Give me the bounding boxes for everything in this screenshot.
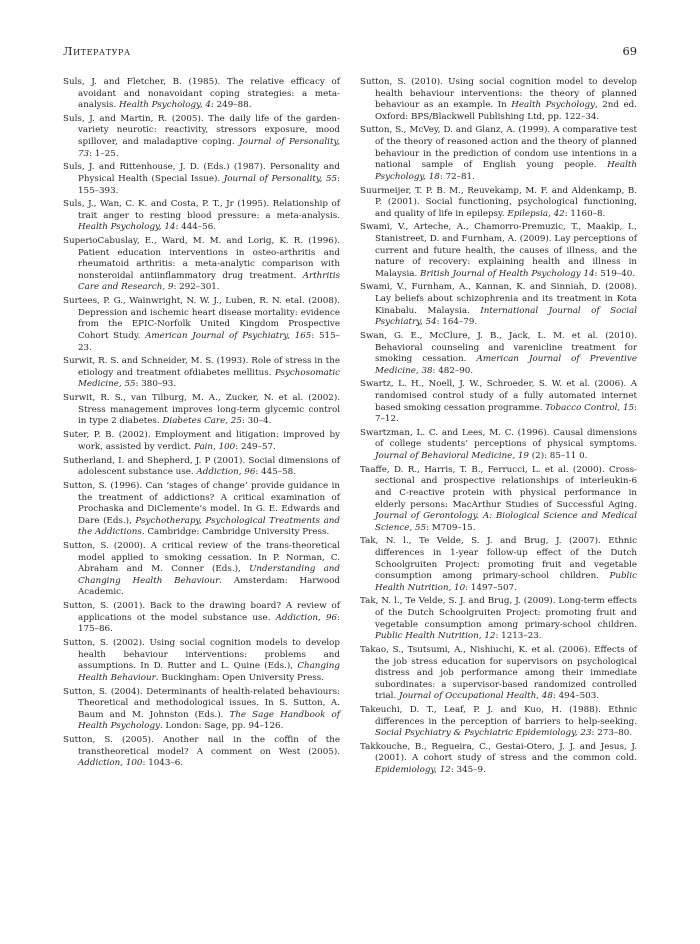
- reference-text: Suls, J. and Martin, R. (2005). The daily life of the garden-variety neurotic: reactivity, stressors exposure, mood spillover, and maladaptive coping.: [63, 113, 340, 148]
- reference-source: Journal of Personality, 73: [78, 137, 340, 159]
- reference-pages: : 1–25.: [89, 148, 119, 159]
- reference-pages: . Amsterdam: Harwood Academic.: [78, 575, 340, 598]
- reference-source: Journal of Occupational Health, 48: [399, 691, 553, 702]
- reference-text: Suls, J., Wan, C. K. and Costa, P. T., Jr (1995). Relationship of trait anger to resting blood pressure: a meta-analysis.: [63, 199, 340, 221]
- reference-pages: : 345–9.: [450, 765, 486, 776]
- reference-entry: [360, 536, 637, 594]
- reference-entry: [360, 222, 637, 280]
- reference-text: Takkouche, B., Regueira, C., Gestai-Otero, J. J. and Jesus, J. (2001). A cohort study of stress and the common cold.: [360, 741, 637, 764]
- reference-entry: [63, 393, 340, 428]
- reference-text: Swartz, L. H., Noell, J. W., Schroeder, S. W. et al. (2006). A randomised control study of a fully automated internet based smoking cessation programme.: [360, 379, 637, 413]
- reference-entry: [63, 541, 340, 599]
- reference-source: Understanding and Changing Health Behaviour: [78, 564, 340, 586]
- reference-pages: : 445–58.: [255, 467, 296, 478]
- reference-entry: [360, 645, 637, 703]
- reference-text: Suter, P. B. (2002). Employment and litigation: improved by work, assisted by verdict.: [63, 430, 340, 452]
- reference-source: International Journal of Social Psychiatry, 54: [375, 305, 637, 328]
- reference-pages: . London: Sage, pp. 94–126.: [159, 721, 284, 732]
- reference-source: Health Psychology, 14: [78, 222, 176, 233]
- reference-pages: : 72–81.: [439, 171, 475, 182]
- reference-source: American Journal of Preventive Medicine, 38: [375, 354, 637, 376]
- reference-text: Tak, N. l., Te Velde, S. J. and Brug, J. (2009). Long-term effects of the Dutch Schoolgruiten Project: promoting fruit and vegetable consumption among primary-school children.: [360, 596, 637, 630]
- reference-entry: [360, 186, 637, 221]
- reference-entry: [63, 430, 340, 453]
- reference-entry: [360, 742, 637, 777]
- reference-pages: : 292–301.: [173, 282, 220, 293]
- reference-text: Sutton, S., McVey, D. and Glanz, A. (1999). A comparative test of the theory of reasoned action and the theory of planned behaviour in the prediction of condom use intentions in a national sample of English young people.: [360, 125, 637, 171]
- reference-pages: , 2nd ed. Oxford: BPS/Blackwell Publishing Ltd, pp. 122–34.: [375, 100, 637, 122]
- reference-pages: : 494–503.: [552, 691, 600, 702]
- reference-source: Addiction, 96: [275, 612, 338, 623]
- reference-entry: [360, 125, 637, 183]
- reference-pages: : 273–80.: [591, 728, 633, 739]
- reference-text: Surwit, R. S. and Schneider, M. S. (1993). Role of stress in the etiology and treatment ofdiabetes mellitus.: [63, 356, 340, 378]
- reference-pages: : 30–4.: [241, 416, 272, 427]
- reference-text: Surwit, R. S., van Tilburg, M. A., Zucker, N. et al. (2002). Stress management improves long-term glycemic control in type 2 diabetes.: [63, 393, 340, 427]
- reference-pages: : 164–79.: [436, 317, 478, 328]
- reference-text: Suls, J. and Rittenhouse, J. D. (Eds.) (1987). Personality and Physical Health (Special Issue).: [63, 162, 340, 184]
- reference-entry: [360, 77, 637, 123]
- reference-entry: [63, 114, 340, 160]
- reference-entry: [63, 735, 340, 770]
- reference-source: Epilepsia, 42: [507, 208, 565, 219]
- reference-pages: : 249–88.: [210, 100, 252, 111]
- reference-source: Diabetes Care, 25: [162, 416, 242, 427]
- section-title: Литература: [63, 44, 131, 58]
- reference-pages: : 249–57.: [235, 441, 276, 452]
- reference-entry: [360, 705, 637, 740]
- reference-text: Sutton, S. (2002). Using social cognition models to develop health behaviour interventions: problems and assumptions. In D. Rutter and L. Quine (Eds.),: [63, 638, 340, 672]
- reference-text: Takao, S., Tsutsumi, A., Nishiuchi, K. et al. (2006). Effects of the job stress education for supervisors on psychological distress and job performance among their immediate subordinates: a supervisor-based randomized controlled trial.: [360, 644, 637, 702]
- reference-text: Swartzman, L. C. and Lees, M. C. (1996). Causal dimensions of college students’ perceptions of physical symptoms.: [360, 427, 637, 450]
- reference-source: Journal of Behavioral Medicine, 19: [375, 451, 529, 462]
- reference-source: Arthritis Care and Research, 9: [78, 270, 340, 293]
- reference-source: Changing Health Behaviour: [78, 661, 340, 683]
- reference-text: Tak, N. l., Te Velde, S. J. and Brug, J. (2007). Ethnic differences in 1-year follow-up effect of the Dutch Schoolgruiten Project: promoting fruit and vegetable consumption among primary-school children.: [360, 536, 637, 582]
- reference-source: Pain, 100: [193, 441, 236, 452]
- reference-text: Suls, J. and Fletcher, B. (1985). The relative efficacy of avoidant and nonavoidant coping strategies: a meta-analysis.: [63, 77, 340, 111]
- reference-entry: [360, 465, 637, 534]
- reference-entry: [63, 601, 340, 636]
- reference-text: Sutherland, I. and Shepherd, J. P (2001). Social dimensions of adolescent substance use.: [63, 455, 340, 478]
- reference-pages: : 155–393.: [78, 173, 340, 196]
- reference-source: Addiction, 96: [196, 467, 256, 478]
- reference-text: Takeuchi, D. T., Leaf, P. J. and Kuo, H. (1988). Ethnic differences in the perception of barriers to help-seeking.: [360, 705, 637, 727]
- page-number: 69: [622, 44, 637, 58]
- running-head: [63, 44, 637, 58]
- reference-text: Taaffe, D. R., Harris, T. B., Ferrucci, L. et al. (2000). Cross-sectional and prospective relationships of interleukin-6 and C-reactive protein with physical performance in elderly persons: MacArthur Studies of Successful Aging.: [360, 464, 637, 510]
- reference-text: Swami, V., Arteche, A., Chamorro-Premuzic, T., Maakip, I., Stanistreet, D. and Furnham, A. (2009). Lay perceptions of current and future health, the causes of illness, and the nature of recovery: explaining health and illness in Malaysia.: [360, 222, 637, 279]
- reference-source: Psychosomatic Medicine, 55: [78, 367, 340, 390]
- reference-entry: [63, 456, 340, 479]
- reference-source: The Sage Handbook of Health Psychology: [78, 709, 340, 732]
- reference-pages: : M709–15.: [426, 522, 476, 533]
- left-column: [63, 77, 340, 779]
- reference-entry: [360, 282, 637, 328]
- reference-source: American Journal of Psychiatry, 165: [145, 330, 312, 341]
- reference-pages: : 380–93.: [135, 379, 177, 390]
- reference-source: Health Psychology, 4: [119, 100, 211, 111]
- reference-entry: [63, 638, 340, 684]
- reference-pages: . Cambridge: Cambridge University Press.: [141, 527, 330, 538]
- reference-pages: : 519–40.: [594, 268, 636, 279]
- reference-entry: [360, 428, 637, 463]
- reference-source: Journal of Gerontology. A: Biological Science and Medical Science, 55: [375, 511, 637, 533]
- reference-text: SuperioCabuslay, E., Ward, M. M. and Lorig, K. R. (1996). Patient education interventions in osteo-arthritis and rheumatoid arthritis: a meta-analytic comparison with nonsteroidal antiinflammatory drug treatment.: [63, 236, 340, 281]
- reference-text: Suurmeijer, T. P. B. M., Reuvekamp, M. F. and Aldenkamp, B. P. (2001). Social functioning, psychological functioning, and quality of life in epilepsy.: [360, 185, 637, 219]
- reference-text: Sutton, S. (2010). Using social cognition model to develop health behaviour interventions: the theory of planned behaviour as an example. In: [360, 77, 637, 111]
- reference-entry: [360, 596, 637, 642]
- reference-pages: : 482–90.: [432, 365, 474, 376]
- reference-source: Addiction, 100: [78, 758, 143, 769]
- reference-source: Social Psychiatry & Psychiatric Epidemiology, 23: [375, 728, 592, 739]
- reference-text: Sutton, S. (2000). A critical review of the trans-theoretical model applied to smoking cessation. In P. Norman, C. Abraham and M. Conner (Eds.),: [63, 541, 340, 575]
- reference-source: Tobacco Control, 15: [545, 402, 635, 413]
- reference-entry: [360, 331, 637, 377]
- reference-entry: [63, 356, 340, 391]
- reference-pages: : 1043–6.: [142, 758, 184, 769]
- reference-pages: : 1160–8.: [564, 208, 606, 219]
- reference-entry: [63, 481, 340, 539]
- reference-pages: . Buckingham: Open University Press.: [155, 672, 324, 683]
- reference-text: Sutton, S. (2004). Determinants of health-related behaviours: Theoretical and methodological issues. In S. Sutton, A. Baum and M. Johnston (Eds.).: [63, 686, 340, 720]
- reference-source: Psychotherapy, Psychological Treatments and the Addictions: [78, 515, 340, 538]
- reference-text: Swan, G. E., McClure, J. B., Jack, L. M. et al. (2010). Behavioral counseling and varenicline treatment for smoking cessation.: [360, 330, 637, 365]
- reference-entry: [63, 296, 340, 354]
- right-column: [360, 77, 637, 779]
- reference-entry: [63, 77, 340, 112]
- reference-source: Journal of Personality, 55: [223, 173, 338, 184]
- reference-source: Public Health Nutrition, 10: [375, 571, 637, 593]
- reference-source: British Journal of Health Psychology 14: [420, 268, 595, 279]
- reference-entry: [360, 379, 637, 425]
- reference-text: Sutton, S. (2001). Back to the drawing board? A review of applications ot the model substance use.: [63, 601, 340, 623]
- reference-entry: [63, 236, 340, 294]
- reference-source: Health Psychology, 18: [375, 160, 637, 182]
- reference-entry: [63, 162, 340, 197]
- reference-text: Sutton, S. (2005). Another nail in the coffin of the transtheoretical model? A comment on West (2005).: [63, 734, 340, 757]
- reference-source: Public Health Nutrition, 12: [375, 631, 496, 642]
- reference-source: Epidemiology, 12: [375, 765, 451, 776]
- reference-pages: : 7–12.: [375, 402, 637, 425]
- reference-entry: [63, 687, 340, 733]
- reference-pages: : 444–56.: [175, 222, 217, 233]
- reference-entry: [63, 199, 340, 234]
- reference-columns: [63, 77, 637, 779]
- reference-text: Swami, V., Furnham, A., Kannan, K. and Sinniah, D. (2008). Lay beliefs about schizophrenia and its treatment in Kota Kinabalu. Malaysia.: [360, 282, 637, 316]
- reference-text: Surtees, P. G., Wainwright, N. W. J., Luben, R. N. etal. (2008). Depression and ischemic heart disease mortality: evidence from the EPIC-Norfolk United Kingdom Prospective Cohort Study.: [63, 296, 340, 341]
- reference-pages: : 175–86.: [78, 612, 340, 635]
- reference-source: Health Psychology: [511, 100, 595, 111]
- reference-pages: : 1497–507.: [465, 582, 517, 593]
- reference-pages: : 1213–23.: [495, 631, 542, 642]
- reference-pages: : 515–23.: [78, 330, 340, 353]
- reference-text: Sutton, S. (1996). Can ‘stages of change’ provide guidance in the treatment of addictions? A critical examination of Prochaska and DiClemente’s model. In G. E. Edwards and Dare (Eds.),: [63, 481, 340, 526]
- reference-pages: (2): 85–11 0.: [528, 451, 588, 462]
